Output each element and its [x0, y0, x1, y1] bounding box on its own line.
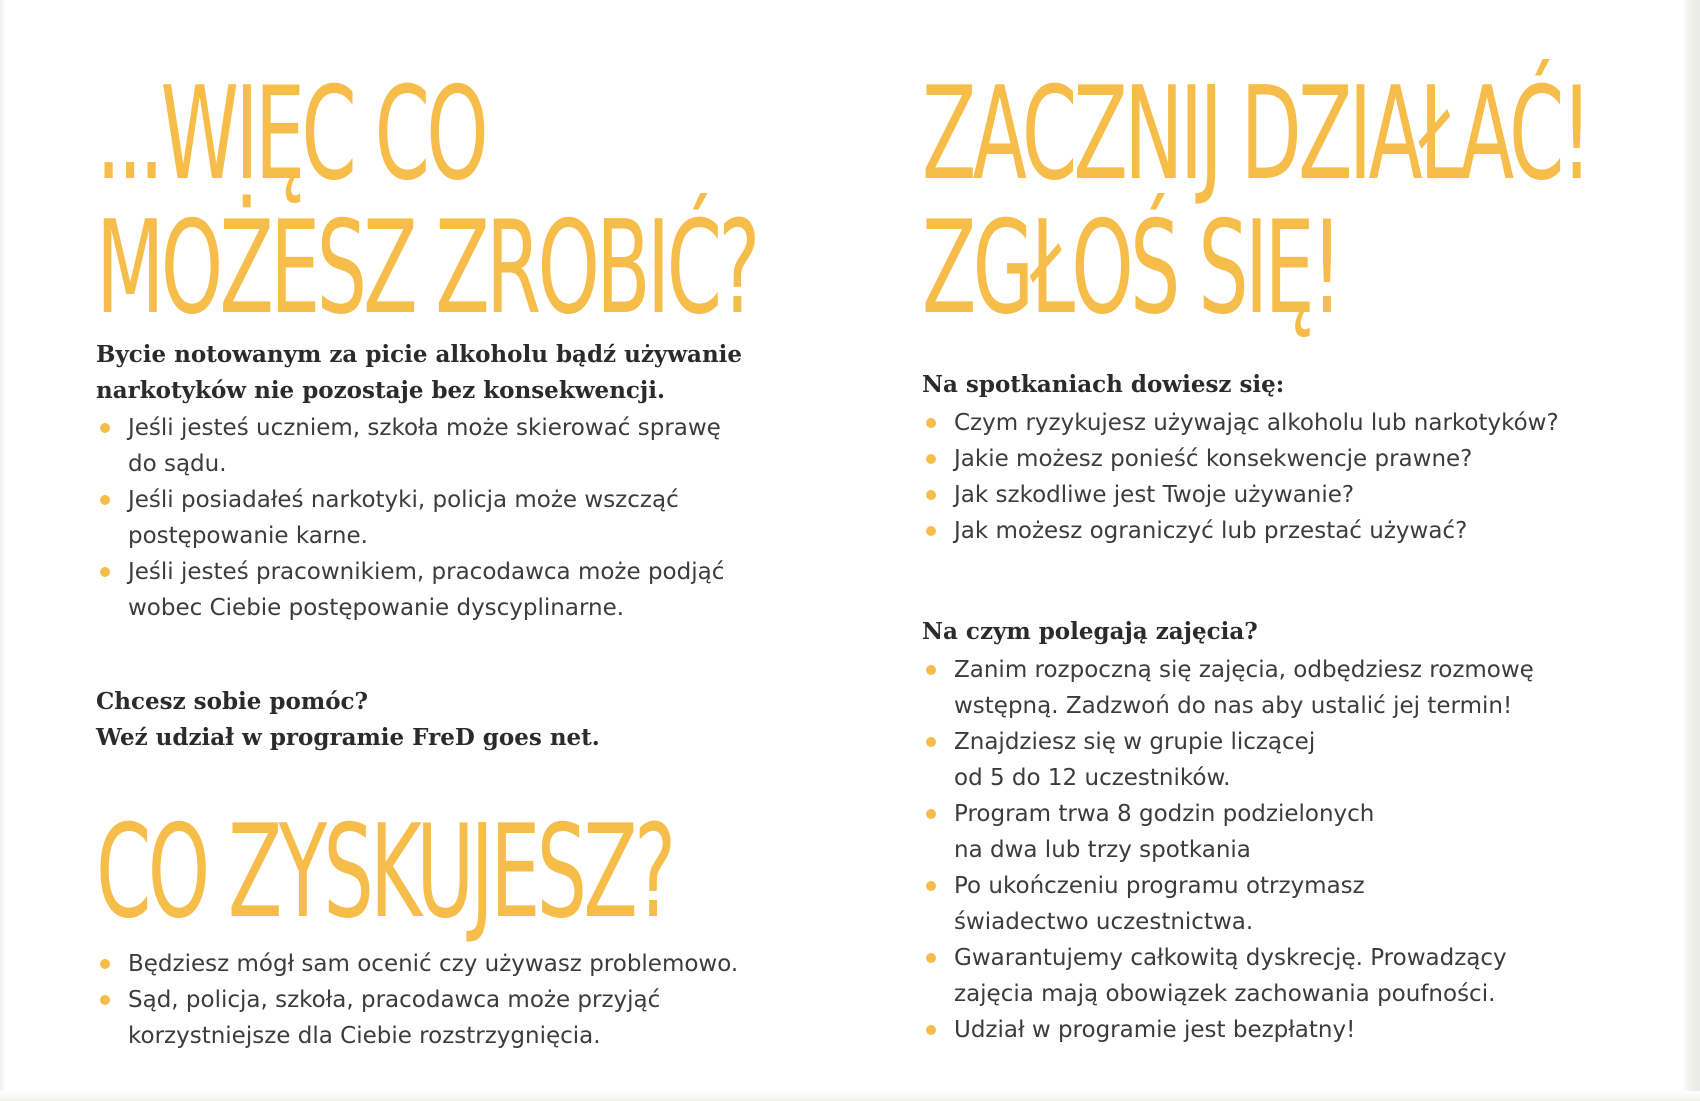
- call-to-action: [96, 684, 600, 756]
- bullet-dot-icon: [926, 809, 936, 819]
- call-line: Weź udział w programie FreD goes net.: [96, 724, 600, 751]
- list-item-line: Jak możesz ograniczyć lub przestać używać?: [954, 518, 1468, 544]
- bullet-dot-icon: [926, 953, 936, 963]
- list-item-line: wobec Ciebie postępowanie dyscyplinarne.: [128, 595, 625, 621]
- page-right-edge: [1682, 0, 1700, 1101]
- headline-line: ZACZNIJ DZIAŁAĆ!: [922, 60, 1589, 209]
- meetings-list: [922, 405, 1642, 549]
- bullet-dot-icon: [926, 1025, 936, 1035]
- benefits-list: [96, 946, 816, 1054]
- list-item: [96, 982, 816, 1054]
- list-item-line: Jeśli jesteś pracownikiem, pracodawca może podjąć: [128, 559, 725, 585]
- intro-line: Bycie notowanym za picie alkoholu bądź używanie: [96, 341, 743, 368]
- list-item: [922, 405, 1642, 441]
- list-item-line: zajęcia mają obowiązek zachowania poufności.: [954, 981, 1496, 1007]
- bullet-dot-icon: [100, 495, 110, 505]
- list-item-line: wstępną. Zadzwoń do nas aby ustalić jej termin!: [954, 693, 1513, 719]
- list-item: [96, 946, 816, 982]
- list-item: [96, 482, 816, 554]
- list-item: [96, 554, 816, 626]
- list-item-line: Sąd, policja, szkoła, pracodawca może przyjąć: [128, 987, 661, 1013]
- list-item-line: Gwarantujemy całkowitą dyskrecję. Prowadzący: [954, 945, 1507, 971]
- bullet-dot-icon: [100, 959, 110, 969]
- bullet-dot-icon: [926, 737, 936, 747]
- list-item-line: Jeśli jesteś uczniem, szkoła może skierować sprawę: [128, 415, 721, 441]
- list-item: [922, 441, 1642, 477]
- list-item-line: korzystniejsze dla Ciebie rozstrzygnięcia.: [128, 1023, 601, 1049]
- page-edge-shadow: [0, 0, 6, 1101]
- headline-take-action: [922, 60, 1589, 343]
- list-item-line: Jeśli posiadałeś narkotyki, policja może wszcząć: [128, 487, 679, 513]
- bullet-dot-icon: [926, 881, 936, 891]
- list-item-line: Zanim rozpoczną się zajęcia, odbędziesz rozmowę: [954, 657, 1534, 683]
- bullet-dot-icon: [926, 490, 936, 500]
- list-item-line: Będziesz mógł sam ocenić czy używasz problemowo.: [128, 951, 739, 977]
- list-item-line: Po ukończeniu programu otrzymasz: [954, 873, 1365, 899]
- list-item-line: Program trwa 8 godzin podzielonych: [954, 801, 1375, 827]
- headline-line: ZGŁOŚ SIĘ!: [922, 194, 1340, 343]
- list-item-line: od 5 do 12 uczestników.: [954, 765, 1231, 791]
- list-item-line: Jak szkodliwe jest Twoje używanie?: [954, 482, 1355, 508]
- call-line: Chcesz sobie pomóc?: [96, 688, 369, 715]
- intro-line: narkotyków nie pozostaje bez konsekwencji.: [96, 377, 665, 404]
- bullet-dot-icon: [926, 454, 936, 464]
- classes-heading: Na czym polegają zajęcia?: [922, 618, 1258, 645]
- list-item-line: świadectwo uczestnictwa.: [954, 909, 1254, 935]
- headline-what-can-you-do: [96, 60, 757, 343]
- headline-line: ...WIĘC CO: [96, 60, 486, 209]
- list-item-line: do sądu.: [128, 451, 227, 477]
- list-item-line: Jakie możesz ponieść konsekwencje prawne?: [954, 446, 1473, 472]
- list-item: [922, 940, 1642, 1012]
- list-item-line: na dwa lub trzy spotkania: [954, 837, 1251, 863]
- classes-list: [922, 652, 1642, 1048]
- bullet-dot-icon: [926, 418, 936, 428]
- bullet-dot-icon: [100, 995, 110, 1005]
- list-item: [922, 796, 1642, 868]
- intro-text: [96, 337, 742, 409]
- bullet-dot-icon: [926, 526, 936, 536]
- list-item: [96, 410, 816, 482]
- page-bottom-edge: [0, 1091, 1700, 1101]
- list-item-line: Znajdziesz się w grupie liczącej: [954, 729, 1316, 755]
- bullet-dot-icon: [100, 423, 110, 433]
- list-item: [922, 868, 1642, 940]
- meetings-heading: Na spotkaniach dowiesz się:: [922, 371, 1285, 398]
- list-item-line: Udział w programie jest bezpłatny!: [954, 1017, 1356, 1043]
- consequences-list: [96, 410, 816, 626]
- headline-what-you-gain: CO ZYSKUJESZ?: [96, 798, 673, 947]
- list-item-line: postępowanie karne.: [128, 523, 368, 549]
- list-item: [922, 652, 1642, 724]
- list-item: [922, 724, 1642, 796]
- headline-line: MOŻESZ ZROBIĆ?: [96, 194, 757, 343]
- list-item: [922, 513, 1642, 549]
- bullet-dot-icon: [926, 665, 936, 675]
- list-item-line: Czym ryzykujesz używając alkoholu lub narkotyków?: [954, 410, 1559, 436]
- list-item: [922, 477, 1642, 513]
- list-item: [922, 1012, 1642, 1048]
- bullet-dot-icon: [100, 567, 110, 577]
